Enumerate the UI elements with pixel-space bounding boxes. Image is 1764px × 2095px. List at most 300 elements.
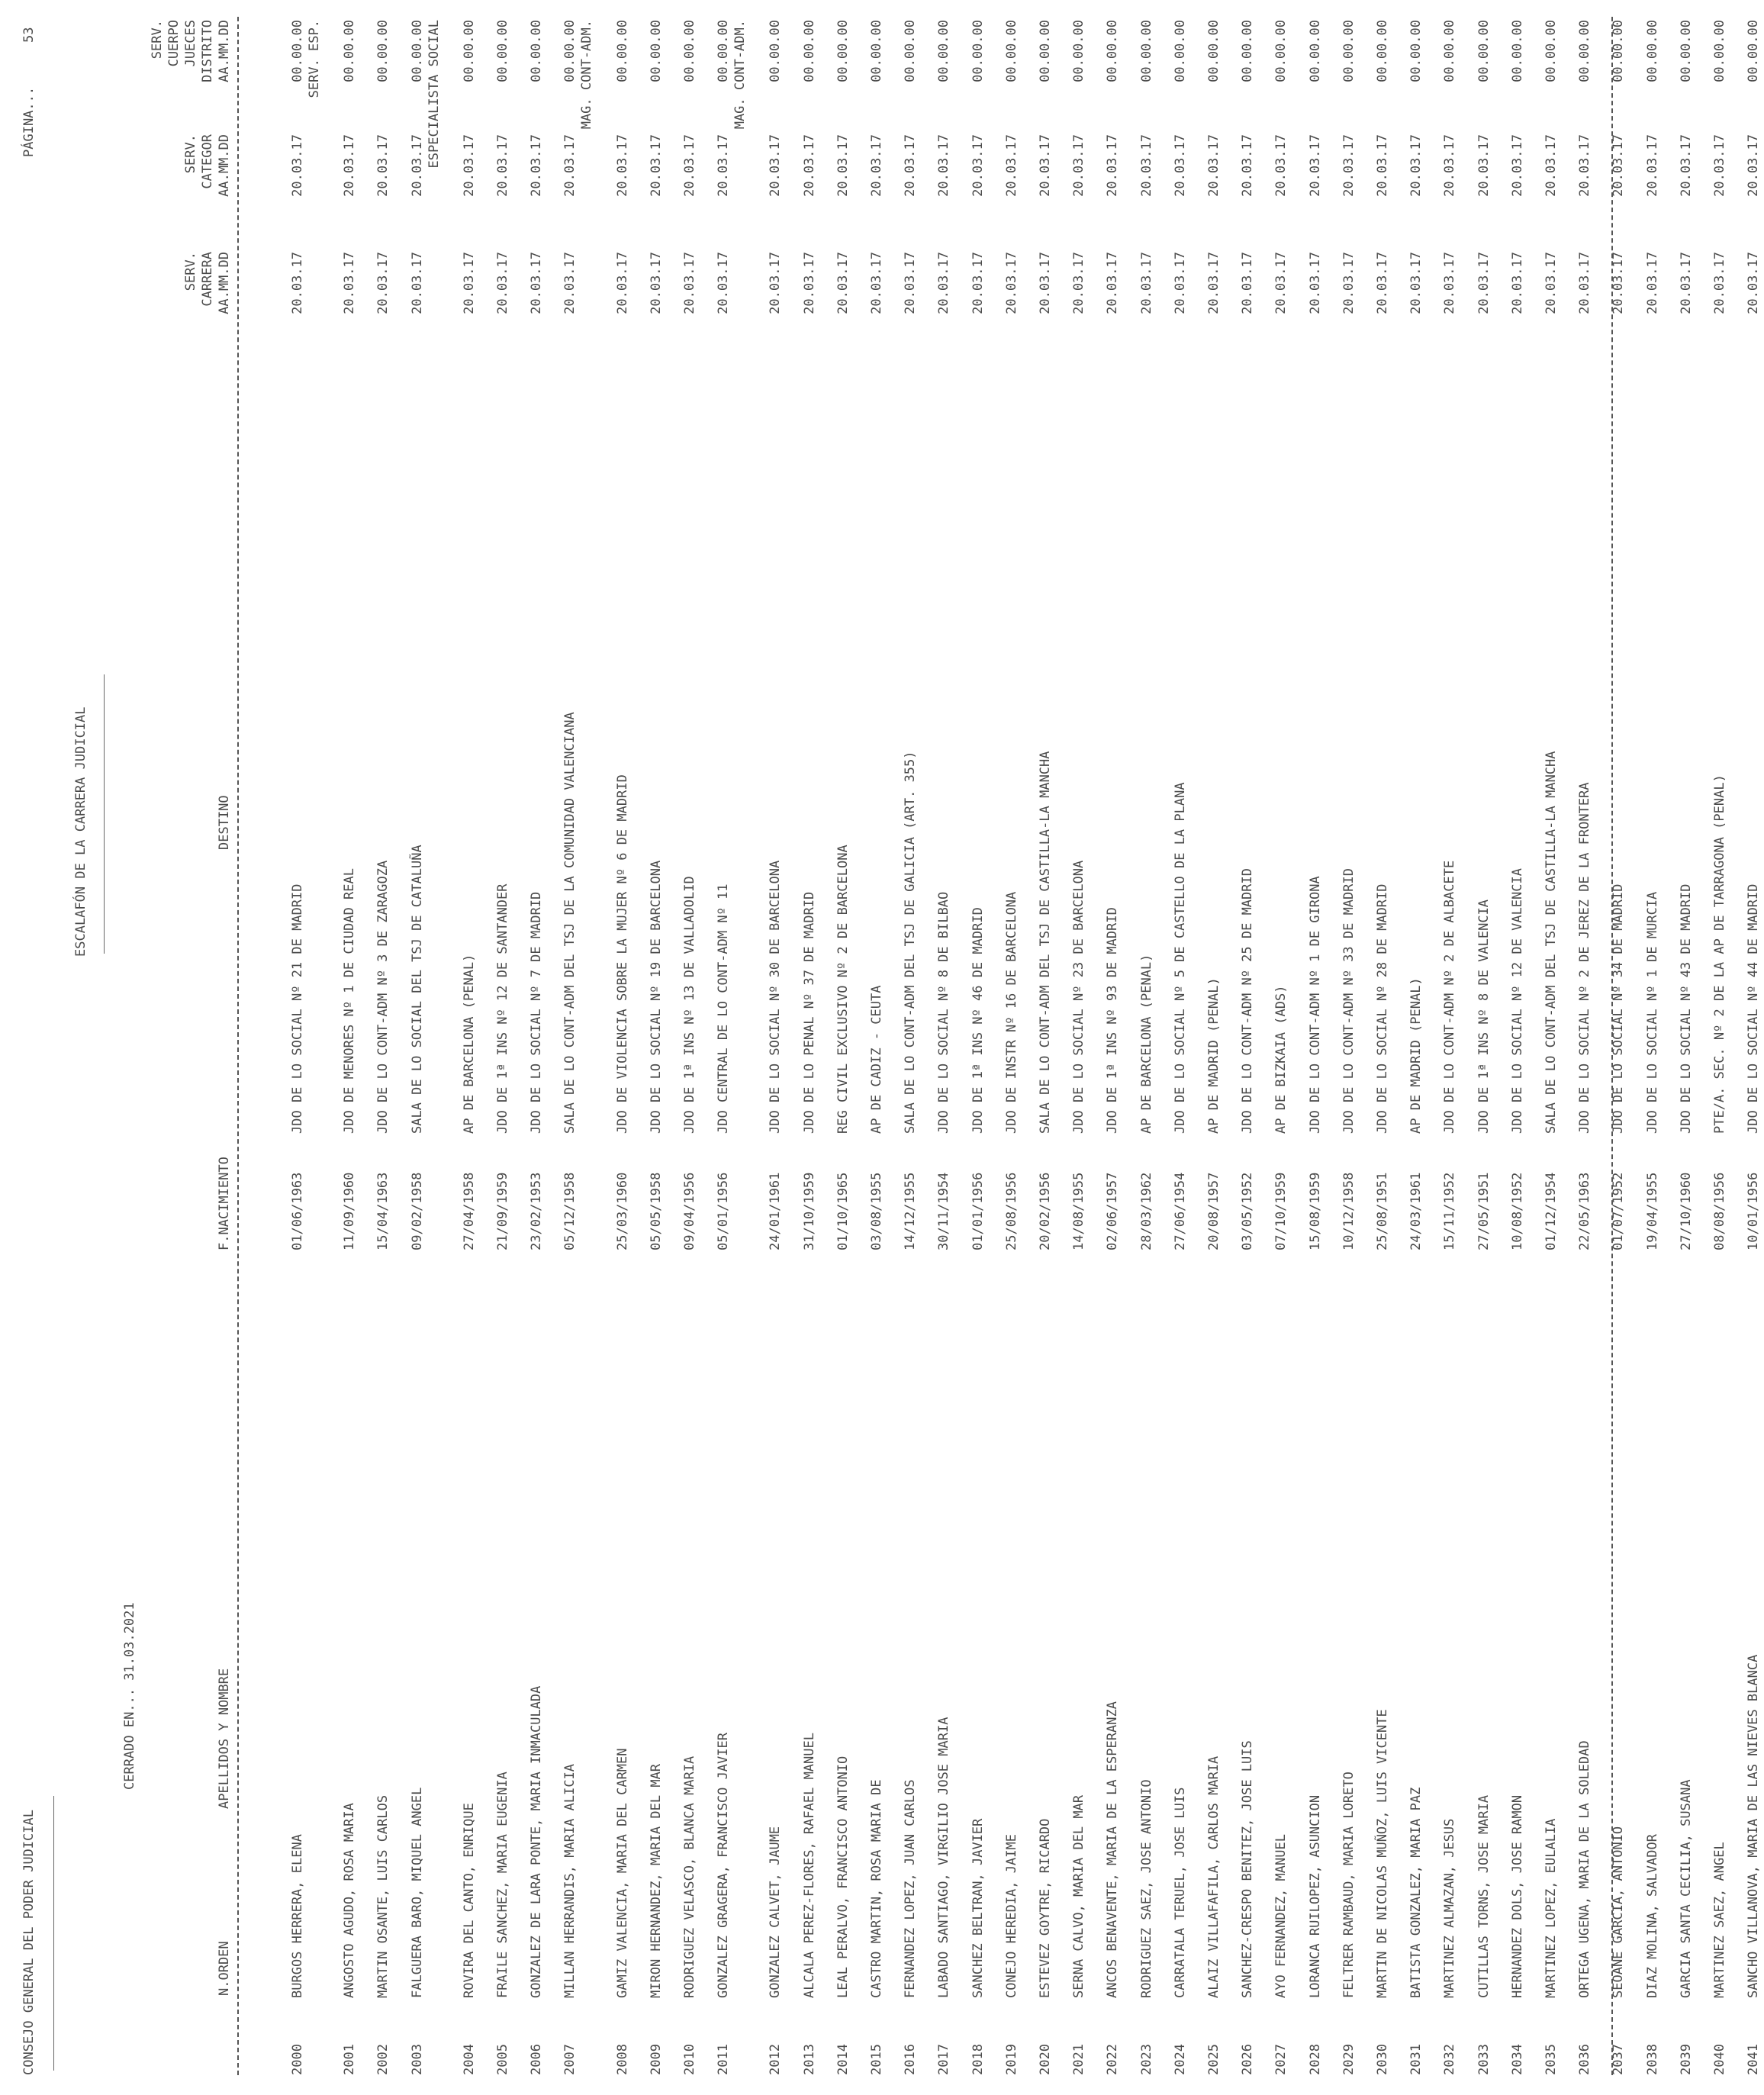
cell-destino: SALA DE LO SOCIAL DEL TSJ DE CATALUÑA: [409, 845, 425, 1134]
col-destino: DESTINO: [217, 795, 232, 850]
cell-nacimiento: 10/12/1958: [1341, 1172, 1357, 1250]
page-number: 53: [21, 27, 37, 43]
cell-orden: 2031: [1408, 2044, 1424, 2075]
cell-serv-cuerpo: 00.00.00: [648, 20, 664, 82]
table-row: [1240, 0, 1258, 2095]
cell-nombre: GARCIA SANTA CECILIA, SUSANA: [1678, 1779, 1694, 1998]
cell-nacimiento: 03/05/1952: [1240, 1172, 1256, 1250]
col-categor-l2: CATEGOR: [200, 134, 215, 189]
cell-serv-cuerpo: 00.00.00: [529, 20, 545, 82]
cell-nombre: RODRIGUEZ SAEZ, JOSE ANTONIO: [1138, 1779, 1154, 1998]
cell-serv-carrera: 20.03.17: [1105, 252, 1121, 314]
cell-serv-carrera: 20.03.17: [716, 252, 732, 314]
cell-nacimiento: 08/08/1956: [1712, 1172, 1727, 1250]
cell-serv-carrera: 20.03.17: [869, 252, 884, 314]
cell-serv-carrera: 20.03.17: [375, 252, 391, 314]
table-row: [290, 0, 322, 2095]
cell-serv-categor: 20.03.17: [835, 134, 851, 197]
table-row: [495, 0, 513, 2095]
cell-serv-carrera: 20.03.17: [1138, 252, 1154, 314]
cell-orden: 2026: [1240, 2044, 1256, 2075]
table-row: [1038, 0, 1056, 2095]
col-carrera-l2: CARRERA: [200, 252, 215, 307]
cell-nacimiento: 14/12/1955: [903, 1172, 919, 1250]
col-categor-l1: SERV.: [183, 134, 198, 174]
cell-nacimiento: 14/08/1955: [1071, 1172, 1087, 1250]
cell-serv-cuerpo: 00.00.00: [1003, 20, 1019, 82]
cell-serv-carrera: 20.03.17: [562, 252, 578, 314]
cell-serv-cuerpo: 00.00.00: [1509, 20, 1525, 82]
cell-serv-categor: 20.03.17: [1544, 134, 1559, 197]
cell-note: SERV. ESP.: [307, 20, 322, 98]
cell-serv-cuerpo: 00.00.00: [342, 20, 358, 82]
cell-orden: 2001: [342, 2044, 358, 2075]
cell-nacimiento: 28/03/1962: [1138, 1172, 1154, 1250]
cell-serv-cuerpo: 00.00.00: [1307, 20, 1323, 82]
cell-destino: SALA DE LO CONT-ADM DEL TSJ DE GALICIA (ART. 355): [903, 751, 919, 1134]
cell-orden: 2022: [1105, 2044, 1121, 2075]
cell-nacimiento: 07/10/1959: [1273, 1172, 1289, 1250]
cell-nombre: GONZALEZ CALVET, JAUME: [768, 1826, 784, 1998]
cell-destino: AP DE BARCELONA (PENAL): [1138, 954, 1154, 1134]
cell-serv-cuerpo: 00.00.00: [409, 20, 425, 82]
cell-serv-cuerpo: 00.00.00: [801, 20, 817, 82]
cell-nombre: CONEJO HEREDIA, JAIME: [1003, 1834, 1019, 1998]
cell-nacimiento: 21/09/1959: [495, 1172, 510, 1250]
col-carrera-l3: AA.MM.DD: [217, 252, 232, 314]
cell-orden: 2017: [936, 2044, 952, 2075]
cell-nacimiento: 10/08/1952: [1509, 1172, 1525, 1250]
table-row: [768, 0, 786, 2095]
title-underline: [104, 674, 105, 954]
table-row: [1139, 0, 1157, 2095]
cell-serv-carrera: 20.03.17: [1644, 252, 1660, 314]
table-row: [835, 0, 854, 2095]
cell-serv-categor: 20.03.17: [1375, 134, 1390, 197]
col-cuerpo-l2: CUERPO: [166, 20, 182, 67]
cell-serv-carrera: 20.03.17: [1341, 252, 1357, 314]
cell-nombre: SERNA CALVO, MARIA DEL MAR: [1071, 1794, 1087, 1998]
cell-serv-categor: 20.03.17: [936, 134, 952, 197]
cell-nombre: LABADO SANTIAGO, VIRGILIO JOSE MARIA: [936, 1717, 952, 1998]
cell-serv-carrera: 20.03.17: [342, 252, 358, 314]
cell-destino: PTE/A. SEC. Nº 2 DE LA AP DE TARRAGONA (PENAL): [1712, 774, 1727, 1134]
cell-destino: JDO DE MENORES Nº 1 DE CIUDAD REAL: [342, 868, 358, 1134]
cell-destino: JDO DE LO SOCIAL Nº 21 DE MADRID: [290, 883, 305, 1134]
cell-nombre: ORTEGA UGENA, MARIA DE LA SOLEDAD: [1577, 1740, 1593, 1998]
cell-nombre: FALGUERA BARO, MIQUEL ANGEL: [409, 1787, 425, 1998]
cell-nombre: MARTINEZ ALMAZAN, JESUS: [1442, 1818, 1458, 1998]
cell-serv-cuerpo: 00.00.00: [1038, 20, 1053, 82]
cell-serv-categor: 20.03.17: [1577, 134, 1593, 197]
cell-serv-cuerpo: 00.00.00: [1172, 20, 1188, 82]
table-row: [1442, 0, 1460, 2095]
cell-destino: JDO DE LO SOCIAL Nº 43 DE MADRID: [1678, 883, 1694, 1134]
table-row: [1645, 0, 1663, 2095]
cell-destino: REG CIVIL EXCLUSIVO Nº 2 DE BARCELONA: [835, 845, 851, 1134]
cell-serv-categor: 20.03.17: [342, 134, 358, 197]
cell-orden: 2005: [495, 2044, 510, 2075]
table-row: [1544, 0, 1562, 2095]
cell-destino: AP DE BIZKAIA (ADS): [1273, 985, 1289, 1134]
table-row: [562, 0, 595, 2095]
cell-orden: 2038: [1644, 2044, 1660, 2075]
cell-serv-carrera: 20.03.17: [409, 252, 425, 314]
cell-serv-cuerpo: 00.00.00: [970, 20, 986, 82]
cell-serv-cuerpo: 00.00.00: [936, 20, 952, 82]
cell-serv-cuerpo: 00.00.00: [682, 20, 697, 82]
cell-nombre: ANCOS BENAVENTE, MARIA DE LA ESPERANZA: [1105, 1701, 1121, 1998]
cell-serv-carrera: 20.03.17: [1038, 252, 1053, 314]
cell-destino: JDO DE 1ª INS Nº 46 DE MADRID: [970, 907, 986, 1134]
cell-orden: 2029: [1341, 2044, 1357, 2075]
table-row: [1105, 0, 1123, 2095]
cell-destino: JDO DE LO CONT-ADM Nº 2 DE ALBACETE: [1442, 860, 1458, 1134]
cell-destino: JDO DE LO SOCIAL Nº 12 DE VALENCIA: [1509, 868, 1525, 1134]
cell-destino: JDO DE LO PENAL Nº 37 DE MADRID: [801, 891, 817, 1134]
table-row: [1510, 0, 1528, 2095]
cell-serv-categor: 20.03.17: [1476, 134, 1492, 197]
col-nombre: APELLIDOS Y NOMBRE: [217, 1668, 232, 1809]
cell-serv-categor: 20.03.17: [1071, 134, 1087, 197]
cell-serv-cuerpo: 00.00.00: [1071, 20, 1087, 82]
cell-orden: 2000: [290, 2044, 305, 2075]
cell-orden: 2011: [716, 2044, 732, 2075]
cell-orden: 2021: [1071, 2044, 1087, 2075]
cell-serv-categor: 20.03.17: [716, 134, 732, 197]
cell-nombre: GONZALEZ DE LARA PONTE, MARIA INMACULADA: [529, 1685, 545, 1998]
cell-nombre: GAMIZ VALENCIA, MARIA DEL CARMEN: [614, 1748, 630, 1998]
cell-nombre: SANCHEZ-CRESPO BENITEZ, JOSE LUIS: [1240, 1740, 1256, 1998]
cell-serv-cuerpo: 00.00.00: [290, 20, 305, 82]
cell-serv-cuerpo: 00.00.00: [614, 20, 630, 82]
cell-nacimiento: 27/04/1958: [461, 1172, 477, 1250]
cell-serv-categor: 20.03.17: [290, 134, 305, 197]
cell-serv-carrera: 20.03.17: [290, 252, 305, 314]
cell-destino: SALA DE LO CONT-ADM DEL TSJ DE CASTILLA-LA MANCHA: [1544, 751, 1559, 1134]
cell-serv-categor: 20.03.17: [1442, 134, 1458, 197]
cell-nombre: FELTRER RAMBAUD, MARIA LORETO: [1341, 1772, 1357, 1998]
cell-destino: JDO DE 1ª INS Nº 8 DE VALENCIA: [1476, 899, 1492, 1134]
page-label: PÁGINA...: [21, 86, 37, 157]
cell-destino: JDO DE LO SOCIAL Nº 5 DE CASTELLO DE LA PLANA: [1172, 782, 1188, 1134]
cell-nombre: SEOANE GARCIA, ANTONIO: [1611, 1826, 1627, 1998]
cell-destino: JDO DE LO SOCIAL Nº 44 DE MADRID: [1746, 883, 1762, 1134]
cell-serv-carrera: 20.03.17: [1273, 252, 1289, 314]
table-row: [1712, 0, 1730, 2095]
cell-nombre: SANCHO VILLANOVA, MARIA DE LAS NIEVES BLANCA: [1746, 1654, 1762, 1998]
cell-serv-cuerpo: 00.00.00: [903, 20, 919, 82]
cell-serv-carrera: 20.03.17: [1611, 252, 1627, 314]
cell-serv-categor: 20.03.17: [1712, 134, 1727, 197]
cell-serv-categor: 20.03.17: [903, 134, 919, 197]
cell-nacimiento: 09/04/1956: [682, 1172, 697, 1250]
cell-destino: JDO DE 1ª INS Nº 13 DE VALLADOLID: [682, 876, 697, 1134]
cell-orden: 2025: [1206, 2044, 1222, 2075]
cell-nacimiento: 15/04/1963: [375, 1172, 391, 1250]
col-orden: N.ORDEN: [217, 1941, 232, 1996]
document-title: ESCALAFÓN DE LA CARRERA JUDICIAL: [73, 706, 89, 957]
cell-destino: JDO DE LO SOCIAL Nº 19 DE BARCELONA: [648, 860, 664, 1134]
cell-nombre: MARTIN DE NICOLAS MUÑOZ, LUIS VICENTE: [1375, 1709, 1390, 1998]
cell-destino: JDO DE LO SOCIAL Nº 23 DE BARCELONA: [1071, 860, 1087, 1134]
cell-nacimiento: 01/07/1952: [1611, 1172, 1627, 1250]
cell-serv-categor: 20.03.17: [1172, 134, 1188, 197]
cell-nombre: MIRON HERNANDEZ, MARIA DEL MAR: [648, 1763, 664, 1998]
cell-nacimiento: 20/08/1957: [1206, 1172, 1222, 1250]
table-row: [1341, 0, 1360, 2095]
cell-serv-carrera: 20.03.17: [1712, 252, 1727, 314]
col-cuerpo-l1: SERV.: [150, 20, 165, 60]
cell-serv-carrera: 20.03.17: [1003, 252, 1019, 314]
cell-serv-categor: 20.03.17: [1408, 134, 1424, 197]
cell-serv-cuerpo: 00.00.00: [562, 20, 578, 82]
cell-destino: JDO DE LO SOCIAL Nº 2 DE JEREZ DE LA FRONTERA: [1577, 782, 1593, 1134]
cell-serv-cuerpo: 00.00.00: [1644, 20, 1660, 82]
cell-nacimiento: 01/10/1965: [835, 1172, 851, 1250]
cell-orden: 2037: [1611, 2044, 1627, 2075]
cell-orden: 2008: [614, 2044, 630, 2075]
cell-serv-categor: 20.03.17: [1611, 134, 1627, 197]
cell-destino: JDO DE VIOLENCIA SOBRE LA MUJER Nº 6 DE MADRID: [614, 774, 630, 1134]
cell-orden: 2039: [1678, 2044, 1694, 2075]
cell-nombre: AYO FERNANDEZ, MANUEL: [1273, 1834, 1289, 1998]
cell-serv-cuerpo: 00.00.00: [768, 20, 784, 82]
cell-serv-categor: 20.03.17: [1003, 134, 1019, 197]
cell-serv-cuerpo: 00.00.00: [1341, 20, 1357, 82]
cell-nombre: ALAIZ VILLAFAFILA, CARLOS MARIA: [1206, 1755, 1222, 1998]
table-row: [1071, 0, 1090, 2095]
cell-serv-carrera: 20.03.17: [1678, 252, 1694, 314]
table-row: [1173, 0, 1191, 2095]
cell-nacimiento: 05/01/1956: [716, 1172, 732, 1250]
cell-nacimiento: 23/02/1953: [529, 1172, 545, 1250]
cell-serv-cuerpo: 00.00.00: [1240, 20, 1256, 82]
cell-serv-cuerpo: 00.00.00: [1442, 20, 1458, 82]
cell-nacimiento: 15/08/1959: [1307, 1172, 1323, 1250]
table-row: [615, 0, 633, 2095]
org-underline: [53, 1796, 54, 2071]
cell-serv-carrera: 20.03.17: [801, 252, 817, 314]
cell-serv-categor: 20.03.17: [970, 134, 986, 197]
col-categor-l3: AA.MM.DD: [217, 134, 232, 197]
cell-serv-categor: 20.03.17: [1509, 134, 1525, 197]
cell-destino: AP DE BARCELONA (PENAL): [461, 954, 477, 1134]
table-row: [342, 0, 360, 2095]
cell-destino: JDO DE LO SOCIAL Nº 8 DE BILBAO: [936, 891, 952, 1134]
cell-orden: 2030: [1375, 2044, 1390, 2075]
cell-serv-carrera: 20.03.17: [768, 252, 784, 314]
cell-nacimiento: 31/10/1959: [801, 1172, 817, 1250]
col-cuerpo-l4: DISTRITO: [200, 20, 215, 82]
cell-serv-carrera: 20.03.17: [1509, 252, 1525, 314]
table-row: [1273, 0, 1292, 2095]
cell-destino: JDO DE 1ª INS Nº 93 DE MADRID: [1105, 907, 1121, 1134]
cell-nacimiento: 01/12/1954: [1544, 1172, 1559, 1250]
cell-destino: AP DE MADRID (PENAL): [1206, 977, 1222, 1134]
table-row: [1004, 0, 1022, 2095]
cell-serv-carrera: 20.03.17: [970, 252, 986, 314]
col-cuerpo-l5: AA.MM.DD: [217, 20, 232, 82]
cell-orden: 2002: [375, 2044, 391, 2075]
table-row: [971, 0, 989, 2095]
cell-orden: 2006: [529, 2044, 545, 2075]
col-cuerpo-l3: JUECES: [183, 20, 198, 67]
table-row: [462, 0, 480, 2095]
cell-destino: JDO DE LO SOCIAL Nº 1 DE MURCIA: [1644, 891, 1660, 1134]
table-row: [682, 0, 700, 2095]
cell-orden: 2040: [1712, 2044, 1727, 2075]
cell-serv-categor: 20.03.17: [409, 134, 425, 197]
header-divider: [237, 17, 239, 2075]
cell-serv-cuerpo: 00.00.00: [375, 20, 391, 82]
cell-serv-cuerpo: 00.00.00: [1476, 20, 1492, 82]
cell-serv-categor: 20.03.17: [562, 134, 578, 197]
cell-nacimiento: 03/08/1955: [869, 1172, 884, 1250]
cell-nacimiento: 30/11/1954: [936, 1172, 952, 1250]
cell-destino: JDO CENTRAL DE LO CONT-ADM Nº 11: [716, 883, 732, 1134]
cell-serv-cuerpo: 00.00.00: [1544, 20, 1559, 82]
cell-serv-cuerpo: 00.00.00: [1712, 20, 1727, 82]
cell-serv-categor: 20.03.17: [1644, 134, 1660, 197]
cell-serv-carrera: 20.03.17: [1577, 252, 1593, 314]
cell-nacimiento: 01/01/1956: [970, 1172, 986, 1250]
cell-serv-carrera: 20.03.17: [903, 252, 919, 314]
cell-nombre: BURGOS HERRERA, ELENA: [290, 1834, 305, 1998]
cell-orden: 2020: [1038, 2044, 1053, 2075]
cell-nombre: ESTEVEZ GOYTRE, RICARDO: [1038, 1818, 1053, 1998]
cell-orden: 2014: [835, 2044, 851, 2075]
cell-destino: JDO DE LO SOCIAL Nº 30 DE BARCELONA: [768, 860, 784, 1134]
cell-serv-cuerpo: 00.00.00: [1611, 20, 1627, 82]
col-nacimiento: F.NACIMIENTO: [217, 1157, 232, 1250]
cell-serv-carrera: 20.03.17: [1544, 252, 1559, 314]
cell-orden: 2013: [801, 2044, 817, 2075]
cell-serv-carrera: 20.03.17: [1172, 252, 1188, 314]
cell-serv-categor: 20.03.17: [869, 134, 884, 197]
cell-orden: 2018: [970, 2044, 986, 2075]
cell-serv-carrera: 20.03.17: [1408, 252, 1424, 314]
cell-nombre: LORANCA RUILOPEZ, ASUNCION: [1307, 1794, 1323, 1998]
cell-note: MAG. CONT-ADM.: [579, 20, 595, 130]
cell-destino: JDO DE LO SOCIAL Nº 28 DE MADRID: [1375, 883, 1390, 1134]
table-row: [716, 0, 748, 2095]
cell-serv-categor: 20.03.17: [801, 134, 817, 197]
cell-destino: JDO DE LO CONT-ADM Nº 3 DE ZARAGOZA: [375, 860, 391, 1134]
cell-serv-cuerpo: 00.00.00: [461, 20, 477, 82]
cell-orden: 2016: [903, 2044, 919, 2075]
cell-serv-carrera: 20.03.17: [1240, 252, 1256, 314]
table-row: [1308, 0, 1326, 2095]
cell-orden: 2010: [682, 2044, 697, 2075]
cell-nombre: MILLAN HERRANDIS, MARIA ALICIA: [562, 1763, 578, 1998]
cell-nacimiento: 27/10/1960: [1678, 1172, 1694, 1250]
cell-serv-categor: 20.03.17: [1038, 134, 1053, 197]
cell-destino: JDO DE LO SOCIAL Nº 34 DE MADRID: [1611, 883, 1627, 1134]
table-row: [529, 0, 547, 2095]
cell-nacimiento: 22/05/1963: [1577, 1172, 1593, 1250]
cell-orden: 2028: [1307, 2044, 1323, 2075]
cell-orden: 2009: [648, 2044, 664, 2075]
cell-destino: SALA DE LO CONT-ADM DEL TSJ DE CASTILLA-LA MANCHA: [1038, 751, 1053, 1134]
cell-nacimiento: 10/01/1956: [1746, 1172, 1762, 1250]
table-row: [1746, 0, 1764, 2095]
cell-nombre: RODRIGUEZ VELASCO, BLANCA MARIA: [682, 1755, 697, 1998]
cell-serv-carrera: 20.03.17: [682, 252, 697, 314]
table-row: [1375, 0, 1393, 2095]
cell-orden: 2034: [1509, 2044, 1525, 2075]
cell-serv-carrera: 20.03.17: [1071, 252, 1087, 314]
cell-orden: 2032: [1442, 2044, 1458, 2075]
cell-nacimiento: 25/03/1960: [614, 1172, 630, 1250]
cell-serv-carrera: 20.03.17: [1476, 252, 1492, 314]
cell-destino: JDO DE LO CONT-ADM Nº 25 DE MADRID: [1240, 868, 1256, 1134]
cell-serv-carrera: 20.03.17: [614, 252, 630, 314]
table-row: [802, 0, 820, 2095]
cell-serv-categor: 20.03.17: [1678, 134, 1694, 197]
cell-orden: 2033: [1476, 2044, 1492, 2075]
cell-note: ESPECIALISTA SOCIAL: [426, 20, 442, 169]
cell-serv-cuerpo: 00.00.00: [1138, 20, 1154, 82]
cell-serv-categor: 20.03.17: [495, 134, 510, 197]
table-row: [409, 0, 442, 2095]
cell-orden: 2023: [1138, 2044, 1154, 2075]
cell-serv-carrera: 20.03.17: [1307, 252, 1323, 314]
cell-nacimiento: 01/06/1963: [290, 1172, 305, 1250]
cell-note: MAG. CONT-ADM.: [732, 20, 748, 130]
cell-serv-carrera: 20.03.17: [936, 252, 952, 314]
cell-orden: 2007: [562, 2044, 578, 2075]
cell-serv-categor: 20.03.17: [1746, 134, 1762, 197]
cell-serv-cuerpo: 00.00.00: [1746, 20, 1762, 82]
cell-serv-categor: 20.03.17: [682, 134, 697, 197]
cell-destino: AP DE CADIZ - CEUTA: [869, 985, 884, 1134]
cell-nombre: MARTIN OSANTE, LUIS CARLOS: [375, 1794, 391, 1998]
cell-serv-categor: 20.03.17: [648, 134, 664, 197]
cell-nacimiento: 11/09/1960: [342, 1172, 358, 1250]
cell-serv-carrera: 20.03.17: [495, 252, 510, 314]
cell-serv-categor: 20.03.17: [768, 134, 784, 197]
cell-nombre: DIAZ MOLINA, SALVADOR: [1644, 1834, 1660, 1998]
cell-destino: JDO DE LO CONT-ADM Nº 33 DE MADRID: [1341, 868, 1357, 1134]
cell-orden: 2019: [1003, 2044, 1019, 2075]
cell-nombre: MARTINEZ SAEZ, ANGEL: [1712, 1842, 1727, 1998]
cell-serv-cuerpo: 00.00.00: [835, 20, 851, 82]
cell-nacimiento: 25/08/1956: [1003, 1172, 1019, 1250]
table-row: [1611, 0, 1629, 2095]
cell-nombre: FRAILE SANCHEZ, MARIA EUGENIA: [495, 1772, 510, 1998]
cell-nombre: ANGOSTO AGUDO, ROSA MARIA: [342, 1803, 358, 1998]
cell-serv-cuerpo: 00.00.00: [1375, 20, 1390, 82]
cell-nacimiento: 19/04/1955: [1644, 1172, 1660, 1250]
cell-serv-carrera: 20.03.17: [461, 252, 477, 314]
cell-nombre: CUTILLAS TORNS, JOSE MARIA: [1476, 1794, 1492, 1998]
cell-orden: 2012: [768, 2044, 784, 2075]
cell-nacimiento: 02/06/1957: [1105, 1172, 1121, 1250]
cell-serv-categor: 20.03.17: [461, 134, 477, 197]
table-row: [375, 0, 394, 2095]
cell-serv-categor: 20.03.17: [614, 134, 630, 197]
cell-nombre: SANCHEZ BELTRAN, JAVIER: [970, 1818, 986, 1998]
cell-serv-carrera: 20.03.17: [1375, 252, 1390, 314]
cell-serv-carrera: 20.03.17: [835, 252, 851, 314]
cell-orden: 2003: [409, 2044, 425, 2075]
cell-serv-categor: 20.03.17: [1240, 134, 1256, 197]
cell-serv-categor: 20.03.17: [1138, 134, 1154, 197]
cell-serv-cuerpo: 00.00.00: [1273, 20, 1289, 82]
cell-nombre: LEAL PERALVO, FRANCISCO ANTONIO: [835, 1755, 851, 1998]
cell-nombre: MARTINEZ LOPEZ, EULALIA: [1544, 1818, 1559, 1998]
